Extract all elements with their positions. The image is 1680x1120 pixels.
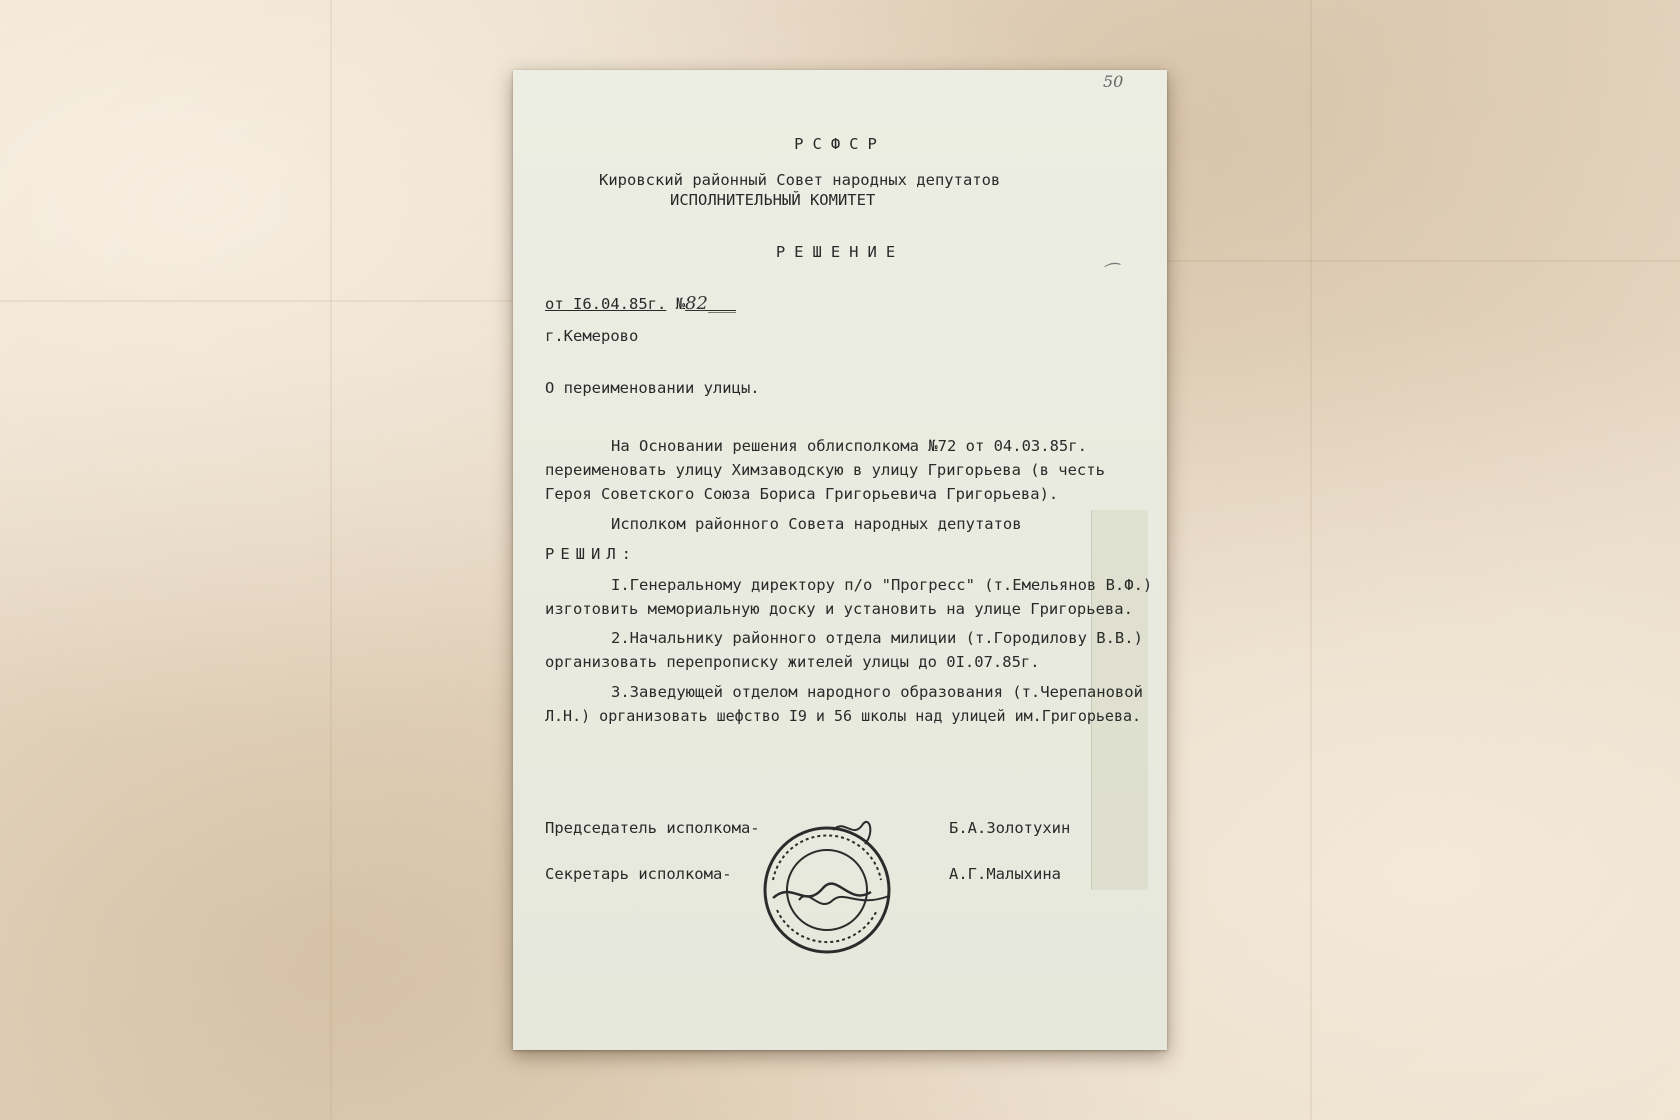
number-sign: № xyxy=(675,295,686,313)
official-stamp-seal xyxy=(753,810,901,958)
header-committee: ИСПОЛНИТЕЛЬНЫЙ КОМИТЕТ xyxy=(670,191,876,209)
paper-crease xyxy=(330,0,332,1120)
pencil-stroke: ⁀ xyxy=(1101,263,1119,286)
item-line: 2.Начальнику районного отдела милиции (т.Городилову В.В.) xyxy=(611,629,1143,647)
document-title: РЕШЕНИЕ xyxy=(775,243,905,261)
preamble-line: Героя Советского Союза Бориса Григорьевича Григорьева). xyxy=(545,485,1059,503)
item-line: организовать перепрописку жителей улицы до 0I.07.85г. xyxy=(545,653,1040,671)
subject: О переименовании улицы. xyxy=(545,379,760,397)
paper-crease xyxy=(0,300,513,302)
date-prefix: от xyxy=(545,295,564,313)
header-country: РСФСР xyxy=(794,135,886,153)
preamble-line: На Основании решения облисполкома №72 от 04.03.85г. xyxy=(611,437,1087,455)
item-line: I.Генеральному директору п/о "Прогресс" (т.Емельянов В.Ф.) xyxy=(611,576,1153,594)
secretary-name: А.Г.Малыхина xyxy=(949,865,1061,883)
decided-heading: РЕШИЛ: xyxy=(545,545,637,563)
chair-name: Б.А.Золотухин xyxy=(949,819,1071,837)
archive-page-number: 50 xyxy=(1103,72,1124,91)
paper-crease xyxy=(1167,260,1680,262)
document-sheet xyxy=(513,70,1167,1050)
preamble-line: переименовать улицу Химзаводскую в улицу Григорьева (в честь xyxy=(545,461,1105,479)
item-line: Л.Н.) организовать шефство I9 и 56 школы над улицей им.Григорьева. xyxy=(545,707,1142,725)
decision-date: I6.04.85г. xyxy=(573,295,667,313)
chair-role: Председатель исполкома- xyxy=(545,819,760,837)
header-council: Кировский районный Совет народных депутатов xyxy=(599,171,1001,189)
item-line: изготовить мемориальную доску и установить на улице Григорьева. xyxy=(545,600,1133,618)
city: г.Кемерово xyxy=(545,327,639,345)
intro-line: Исполком районного Совета народных депутатов xyxy=(611,515,1022,533)
decision-number: 82 xyxy=(685,293,708,314)
paper-crease xyxy=(1310,0,1312,1120)
item-line: 3.Заведующей отделом народного образования (т.Черепановой xyxy=(611,683,1143,701)
date-line: от I6.04.85г. №82___ xyxy=(545,293,736,314)
secretary-role: Секретарь исполкома- xyxy=(545,865,732,883)
